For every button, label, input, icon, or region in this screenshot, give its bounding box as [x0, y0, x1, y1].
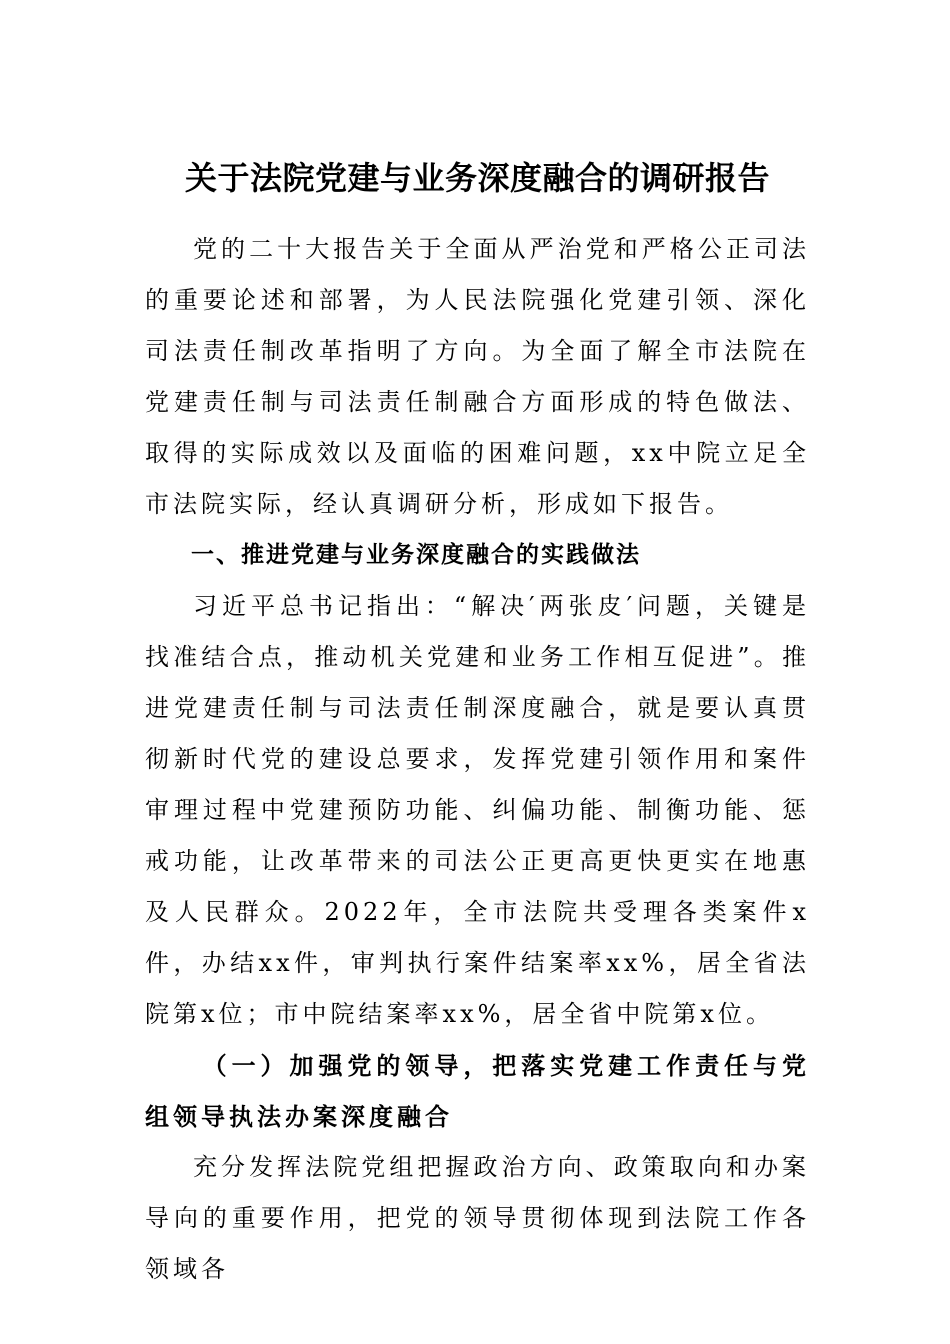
- document-title: 关于法院党建与业务深度融合的调研报告: [184, 159, 770, 197]
- subsection-heading-1: （一）加强党的领导，把落实党建工作责任与党组领导执法办案深度融合: [145, 1051, 810, 1131]
- document-page: [145, 150, 810, 1295]
- section-heading-1: 一、推进党建与业务深度融合的实践做法: [191, 542, 641, 568]
- subsection-1-paragraph: 充分发挥法院党组把握政治方向、政策取向和办案导向的重要作用，把党的领导贯彻体现到法院工作各领域各: [145, 1153, 810, 1283]
- intro-paragraph: 党的二十大报告关于全面从严治党和严格公正司法的重要论述和部署，为人民法院强化党建引领、深化司法责任制改革指明了方向。为全面了解全市法院在党建责任制与司法责任制融合方面形成的特色做法、取得的实际成效以及面临的困难问题，xx中院立足全市法院实际，经认真调研分析，形成如下报告。: [145, 235, 810, 518]
- section-1-paragraph: 习近平总书记指出：“解决′两张皮′问题，关键是找准结合点，推动机关党建和业务工作相互促进”。推进党建责任制与司法责任制深度融合，就是要认真贯彻新时代党的建设总要求，发挥党建引领作用和案件审理过程中党建预防功能、纠偏功能、制衡功能、惩戒功能，让改革带来的司法公正更高更快更实在地惠及人民群众。2022年，全市法院共受理各类案件x件，办结xx件，审判执行案件结案率xx%，居全省法院第x位；市中院结案率xx%，居全省中院第x位。: [145, 592, 810, 1028]
